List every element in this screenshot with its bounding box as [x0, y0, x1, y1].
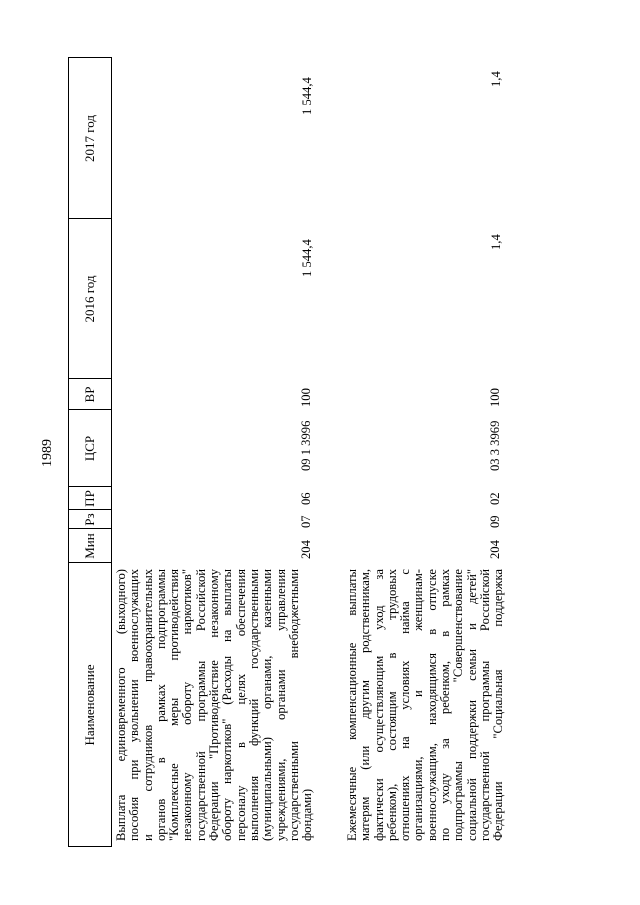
row-1-line: Федерации "Противодействие незаконному	[207, 569, 222, 841]
row-2-pr: 02	[488, 492, 502, 505]
row-1-line: государственной программы Российской	[193, 569, 208, 841]
page-number	[33, 436, 63, 470]
header-vr: ВР	[81, 386, 97, 403]
row-1-line: персоналу в целях обеспечения	[233, 569, 248, 841]
header-rz: Рз	[81, 513, 97, 526]
row-2-line: организациями, и женщинам-	[411, 569, 426, 841]
row-1-pr: 06	[299, 492, 313, 505]
row-1-line: Выплата единовременного (выходного)	[114, 569, 128, 841]
row-1-rz: 07	[299, 515, 313, 528]
row-2-line: матерям (или другим родственникам,	[358, 569, 373, 841]
table-header-bottom-border	[111, 57, 112, 847]
row-2-rz: 09	[488, 515, 502, 528]
row-2-line: государственной программы Российской	[477, 569, 492, 841]
row-2-line: отношениях на условиях найма с	[398, 569, 413, 841]
row-2-vr: 100	[488, 388, 502, 407]
header-2016: 2016 год	[81, 275, 97, 323]
row-1-line: учреждениями, органами управления	[273, 569, 288, 841]
row-1-line: фондами)	[300, 788, 315, 841]
row-1-line: пособия при увольнении военнослужащих	[127, 569, 142, 841]
row-1-line: (муниципальными) органами, казенными	[260, 569, 275, 841]
row-2-line: Федерации "Социальная поддержка	[491, 569, 506, 841]
row-2-min: 204	[488, 540, 502, 559]
header-csr: ЦСР	[81, 435, 97, 462]
header-2017: 2017 год	[81, 115, 97, 162]
row-1-min: 204	[299, 540, 313, 559]
header-name: Наименование	[81, 664, 97, 746]
row-1-csr: 09 1 3996	[299, 420, 313, 471]
row-2-2017: 1,4	[489, 71, 503, 87]
row-1-description	[115, 569, 314, 841]
row-1-line: обороту наркотиков" (Расходы на выплаты	[220, 569, 235, 841]
row-1-2016: 1 544,4	[300, 239, 314, 277]
row-2-csr: 03 3 3969	[488, 420, 502, 471]
row-1-line: органов в рамках подпрограммы	[153, 569, 168, 841]
row-1-line: "Комплексные меры противодействия	[167, 569, 182, 841]
row-2-2016: 1,4	[489, 234, 503, 250]
header-pr: ПР	[81, 490, 97, 507]
row-2-line: ребенком), состоящим в трудовых	[384, 569, 399, 841]
row-1-line: государственными внебюджетными	[286, 569, 301, 841]
row-2-line: Ежемесячные компенсационные выплаты	[345, 569, 359, 841]
row-1-2017: 1 544,4	[300, 77, 314, 115]
row-2-line: фактически осуществляющим уход за	[371, 569, 386, 841]
row-2-line: военнослужащим, находящимся в отпуске	[424, 569, 439, 841]
row-1-line: и сотрудников правоохранительных	[140, 569, 155, 841]
row-2-line: подпрограммы "Совершенствование	[451, 569, 466, 841]
row-2-line: социальной поддержки семьи и детей"	[464, 569, 479, 841]
row-2-line: по уходу за ребенком, в рамках	[438, 569, 453, 841]
row-1-line: незаконному обороту наркотиков"	[180, 569, 195, 841]
row-2-description	[346, 569, 506, 841]
page-number-text: 1989	[40, 439, 55, 467]
header-min: Мин	[81, 533, 97, 559]
row-1-vr: 100	[299, 388, 313, 407]
budget-table	[68, 57, 608, 847]
row-1-line: выполнения функций государственными	[246, 569, 261, 841]
